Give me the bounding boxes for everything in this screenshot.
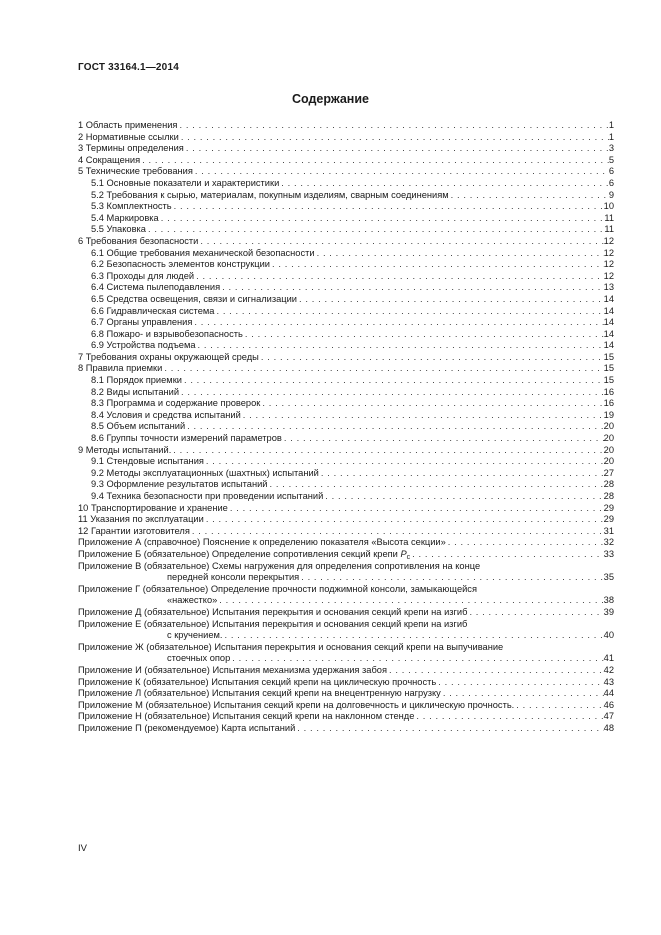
appendix-line — [78, 584, 614, 596]
toc-page-number: 14 — [603, 340, 614, 351]
toc-entry-text — [91, 375, 182, 387]
toc-entry-number: 6.6 — [91, 305, 104, 316]
appendix-line — [78, 677, 614, 689]
toc-entry[interactable] — [78, 526, 614, 538]
toc-leader-dots — [223, 630, 604, 642]
toc-entry-text — [78, 445, 171, 457]
toc-entry-number: 11 — [78, 514, 88, 525]
appendix-page-number: 32 — [603, 537, 614, 548]
appendix-title: «нажестко» — [167, 595, 218, 606]
toc-page-number: 5 — [608, 154, 614, 165]
toc-entry-number: 5.3 — [91, 201, 104, 212]
toc-page-number: 28 — [603, 479, 614, 490]
toc-entry[interactable] — [78, 456, 614, 468]
toc-entry[interactable] — [78, 201, 614, 213]
appendix-entry[interactable] — [78, 665, 614, 677]
appendix-line — [78, 537, 614, 549]
toc-entry[interactable] — [78, 479, 614, 491]
toc-page-number: 15 — [603, 363, 614, 374]
toc-entry-title: Органы управления — [106, 317, 193, 328]
toc-entry-number: 6.1 — [91, 247, 104, 258]
appendix-entry[interactable] — [78, 677, 614, 689]
toc-entry-text — [91, 248, 315, 260]
toc-entry-text — [91, 387, 179, 399]
toc-entry[interactable] — [78, 503, 614, 515]
toc-entry-text — [78, 166, 193, 178]
appendix-line — [78, 700, 614, 712]
toc-entry-number: 6.2 — [91, 259, 104, 270]
appendix-title: с кручением. — [167, 630, 223, 641]
appendix-page-number: 33 — [603, 548, 614, 559]
toc-leader-dots — [190, 526, 604, 538]
toc-entry-number: 6.4 — [91, 282, 104, 293]
toc-entry-number: 6.3 — [91, 270, 104, 281]
toc-entry-title: Термины определения — [85, 143, 184, 154]
toc-leader-dots — [441, 688, 604, 700]
toc-page-number: 10 — [603, 201, 614, 212]
toc-entry[interactable] — [78, 271, 614, 283]
toc-page-number: 1 — [608, 131, 614, 142]
toc-entry-number: 8.2 — [91, 386, 104, 397]
toc-entry-text — [91, 456, 204, 468]
toc-leader-dots — [260, 398, 603, 410]
toc-leader-dots — [259, 352, 604, 364]
toc-leader-dots — [267, 479, 603, 491]
document-code: ГОСТ 33164.1—2014 — [78, 62, 179, 73]
appendix-line — [78, 607, 614, 619]
toc-entry-title: Нормативные ссылки — [85, 131, 179, 142]
toc-entry-number: 6.9 — [91, 340, 104, 351]
toc-entry-number: 9.1 — [91, 456, 104, 467]
toc-entry-title: Техника безопасности при проведении испытаний — [106, 491, 324, 501]
toc-entry[interactable] — [78, 352, 614, 364]
toc-entry-title: Условия и средства испытаний — [106, 409, 241, 420]
toc-page-number: 15 — [603, 375, 614, 386]
toc-entry[interactable] — [78, 468, 614, 480]
toc-entry-number: 6.5 — [91, 293, 104, 304]
appendix-line — [78, 642, 614, 654]
toc-entry-text — [91, 433, 282, 445]
toc-entry-text — [78, 352, 259, 364]
toc-page-number: 27 — [603, 467, 614, 478]
appendix-line — [78, 665, 614, 677]
toc-entry-title: Оформление результатов испытаний — [106, 479, 268, 490]
appendix-entry[interactable] — [78, 711, 614, 723]
toc-entry-title: Система пылеподавления — [106, 282, 221, 293]
appendix-page-number: 38 — [603, 595, 614, 606]
toc-leader-dots — [193, 166, 609, 178]
toc-entry-title: Общие требования механической безопасности — [106, 247, 315, 258]
toc-page-number: 20 — [603, 456, 614, 467]
toc-entry-title: Основные показатели и характеристики — [106, 177, 280, 188]
toc-entry-title: Требования охраны окружающей среды — [85, 351, 259, 362]
appendix-page-number: 41 — [603, 653, 614, 664]
toc-entry[interactable] — [78, 514, 614, 526]
toc-entry-text — [78, 236, 198, 248]
toc-leader-dots — [204, 514, 604, 526]
toc-entry[interactable] — [78, 317, 614, 329]
toc-entry-text — [91, 398, 260, 410]
appendix-entry[interactable] — [78, 688, 614, 700]
toc-entry-text — [78, 132, 179, 144]
toc-page-number: 28 — [603, 491, 614, 501]
toc-leader-dots — [185, 421, 604, 433]
appendix-page-number: 35 — [603, 572, 614, 583]
toc-entry[interactable] — [78, 387, 614, 399]
toc-leader-dots — [177, 120, 608, 132]
toc-page-number: 11 — [604, 224, 614, 235]
toc-entry-title: Пожаро- и взрывобезопасность — [106, 328, 243, 339]
toc-leader-dots — [159, 213, 605, 225]
toc-entry-number: 5 — [78, 166, 84, 177]
toc-entry[interactable] — [78, 410, 614, 422]
appendix-entry[interactable] — [78, 700, 614, 712]
toc-entry-title: Методы эксплуатационных (шахтных) испытаний — [106, 467, 319, 478]
toc-entry-number: 8 — [78, 363, 84, 374]
appendix-line — [78, 711, 614, 723]
appendix-title: Приложение К (обязательное) Испытания секций крепи на циклическую прочность — [78, 676, 437, 687]
toc-entry-number: 8.6 — [91, 433, 104, 444]
toc-entry-text — [91, 329, 243, 341]
resistance-symbol-subscript: c — [406, 553, 411, 561]
toc-entry-title: Порядок приемки — [106, 375, 182, 386]
toc-page-number: 12 — [603, 247, 614, 258]
toc-leader-dots — [146, 224, 604, 236]
toc-entry[interactable] — [78, 166, 614, 178]
toc-entry-number: 7 — [78, 351, 84, 362]
toc-page-number: 11 — [604, 212, 614, 223]
appendix-title: Приложение В (обязательное) Схемы нагружения для определения сопротивления на конце — [78, 560, 481, 571]
toc-entry-title: Группы точности измерений параметров — [106, 433, 282, 444]
appendix-line — [78, 595, 614, 607]
table-of-contents — [78, 120, 614, 734]
toc-entry-title: Маркировка — [106, 212, 159, 223]
toc-page-number: 14 — [603, 317, 614, 328]
toc-leader-dots — [228, 503, 604, 515]
toc-page-number: 19 — [603, 409, 614, 420]
toc-entry-title: Область применения — [85, 120, 178, 130]
toc-entry-title: Устройства подъема — [106, 340, 196, 351]
toc-entry-text — [91, 224, 146, 236]
toc-entry-text — [91, 271, 194, 283]
appendix-title: Приложение М (обязательное) Испытания секций крепи на долговечность и циклическую прочность. — [78, 699, 515, 710]
toc-entry-text — [91, 306, 214, 318]
toc-entry-number: 8.4 — [91, 409, 104, 420]
toc-entry-title: Гидравлическая система — [106, 305, 215, 316]
appendix-title: Приложение И (обязательное) Испытания механизма удержания забоя — [78, 664, 387, 675]
toc-page-number: 12 — [603, 259, 614, 270]
appendix-line — [78, 549, 614, 561]
toc-page-number: 20 — [603, 444, 614, 455]
appendix-entry[interactable] — [78, 619, 614, 642]
toc-leader-dots — [172, 201, 604, 213]
toc-page-number: 12 — [603, 270, 614, 281]
toc-entry-text — [91, 259, 270, 271]
toc-entry[interactable] — [78, 306, 614, 318]
toc-leader-dots — [192, 317, 603, 329]
toc-leader-dots — [323, 491, 603, 503]
toc-leader-dots — [241, 410, 604, 422]
toc-leader-dots — [295, 723, 603, 735]
toc-entry-number: 2 — [78, 131, 84, 142]
toc-leader-dots — [198, 236, 603, 248]
toc-leader-dots — [194, 271, 604, 283]
toc-entry[interactable] — [78, 398, 614, 410]
toc-page-number: 16 — [603, 386, 614, 397]
appendix-entry[interactable] — [78, 723, 614, 735]
toc-entry-number: 6 — [78, 235, 84, 246]
toc-entry-number: 8.3 — [91, 398, 104, 409]
toc-entry-text — [78, 155, 140, 167]
appendix-title: Приложение Ж (обязательное) Испытания перекрытия и основания секций крепи на выпучивание — [78, 641, 504, 652]
appendix-line — [78, 572, 614, 584]
page-number: IV — [78, 843, 87, 854]
toc-entry-text — [91, 410, 241, 422]
toc-page-number: 16 — [603, 398, 614, 409]
toc-entry-text — [91, 201, 172, 213]
toc-entry-text — [78, 363, 162, 375]
toc-leader-dots — [204, 456, 604, 468]
toc-leader-dots — [171, 445, 603, 457]
toc-entry-text — [78, 514, 204, 526]
toc-entry[interactable] — [78, 375, 614, 387]
toc-entry-text — [78, 120, 177, 132]
toc-entry[interactable] — [78, 340, 614, 352]
toc-leader-dots — [282, 433, 604, 445]
toc-entry-text — [91, 491, 323, 503]
appendix-line — [78, 619, 614, 631]
toc-entry-text — [91, 213, 159, 225]
toc-entry-title: Средства освещения, связи и сигнализации — [106, 293, 297, 304]
toc-entry-number: 12 — [78, 525, 89, 536]
toc-entry-title: Стендовые испытания — [106, 456, 204, 467]
toc-entry[interactable] — [78, 248, 614, 260]
toc-entry-title: Виды испытаний — [106, 386, 180, 397]
toc-entry[interactable] — [78, 236, 614, 248]
toc-entry-title: Указания по эксплуатации — [90, 514, 204, 525]
appendix-entry[interactable] — [78, 537, 614, 549]
toc-entry-title: Методы испытаний. — [85, 444, 172, 455]
toc-entry-number: 5.2 — [91, 189, 104, 200]
toc-leader-dots — [243, 329, 604, 341]
appendix-title: Приложение Е (обязательное) Испытания перекрытия и основания секций крепи на изгиб — [78, 618, 468, 629]
toc-entry[interactable] — [78, 132, 614, 144]
appendix-entry[interactable] — [78, 561, 614, 584]
toc-page-number: 13 — [603, 282, 614, 293]
appendix-title: стоечных опор — [167, 653, 231, 664]
appendix-title: Приложение А (справочное) Пояснение к определению показателя «Высота секции» — [78, 537, 446, 548]
toc-entry-number: 1 — [78, 120, 84, 130]
appendix-title: Приложение Н (обязательное) Испытания секций крепи на наклонном стенде — [78, 711, 415, 722]
toc-leader-dots — [319, 468, 604, 480]
toc-page-number: 6 — [608, 177, 614, 188]
toc-entry[interactable] — [78, 143, 614, 155]
toc-leader-dots — [140, 155, 609, 167]
toc-page-number: 9 — [608, 189, 614, 200]
toc-entry-text — [78, 143, 184, 155]
toc-leader-dots — [315, 248, 604, 260]
toc-entry-text — [91, 282, 220, 294]
appendix-line — [78, 723, 614, 735]
toc-entry-number: 3 — [78, 143, 84, 154]
toc-entry-text — [91, 479, 267, 491]
toc-entry[interactable] — [78, 224, 614, 236]
toc-entry-title: Комплектность — [106, 201, 172, 212]
toc-entry-number: 9 — [78, 444, 84, 455]
toc-entry-text — [91, 421, 185, 433]
toc-entry-text — [78, 526, 190, 538]
toc-entry-title: Требования к сырью, материалам, покупным изделиям, сварным соединениям — [106, 189, 449, 200]
appendix-line — [78, 653, 614, 665]
toc-leader-dots — [220, 282, 604, 294]
toc-entry-number: 5.5 — [91, 224, 104, 235]
toc-leader-dots — [179, 387, 604, 399]
toc-leader-dots — [414, 711, 603, 723]
toc-entry-number: 9.4 — [91, 491, 104, 501]
toc-page-number: 29 — [603, 502, 614, 513]
toc-leader-dots — [436, 677, 603, 689]
toc-page-number: 31 — [603, 525, 614, 536]
toc-leader-dots — [299, 572, 603, 584]
toc-entry[interactable] — [78, 178, 614, 190]
toc-page-number: 14 — [603, 305, 614, 316]
toc-entry-text — [91, 468, 319, 480]
toc-entry[interactable] — [78, 120, 614, 132]
toc-entry-title: Упаковка — [106, 224, 146, 235]
toc-entry-text — [78, 503, 228, 515]
toc-entry-number: 4 — [78, 154, 84, 165]
toc-entry-number: 5.4 — [91, 212, 104, 223]
toc-entry-text — [91, 294, 297, 306]
appendix-page-number: 40 — [603, 630, 614, 641]
toc-entry[interactable] — [78, 190, 614, 202]
appendix-title: Приложение Б (обязательное) Определение сопротивления секций крепи $P_c$ — [78, 548, 411, 561]
toc-entry-title: Транспортирование и хранение — [90, 502, 228, 513]
toc-entry[interactable] — [78, 421, 614, 433]
appendix-page-number: 48 — [603, 722, 614, 733]
appendix-entry[interactable] — [78, 642, 614, 665]
toc-leader-dots — [179, 132, 609, 144]
toc-leader-dots — [514, 700, 603, 712]
toc-entry[interactable] — [78, 282, 614, 294]
toc-leader-dots — [279, 178, 609, 190]
toc-entry-number: 5.1 — [91, 177, 104, 188]
toc-leader-dots — [196, 340, 604, 352]
appendix-page-number: 39 — [603, 606, 614, 617]
toc-page-number: 15 — [603, 351, 614, 362]
appendix-title: Приложение Д (обязательное) Испытания перекрытия и основания секций крепи на изгиб — [78, 606, 468, 617]
toc-entry-number: 9.2 — [91, 467, 104, 478]
toc-leader-dots — [182, 375, 604, 387]
toc-entry-title: Проходы для людей — [106, 270, 195, 281]
toc-page-number: 29 — [603, 514, 614, 525]
toc-page-number: 20 — [603, 433, 614, 444]
toc-entry[interactable] — [78, 329, 614, 341]
toc-entry-number: 6.7 — [91, 317, 104, 328]
toc-leader-dots — [230, 653, 603, 665]
toc-entry-text — [91, 178, 279, 190]
toc-entry-number: 8.5 — [91, 421, 104, 432]
appendix-page-number: 47 — [603, 711, 614, 722]
toc-entry[interactable] — [78, 294, 614, 306]
toc-entry-title: Правила приемки — [85, 363, 163, 374]
appendix-page-number: 46 — [603, 699, 614, 710]
appendix-entry[interactable] — [78, 584, 614, 607]
toc-entry-title: Требования безопасности — [85, 235, 199, 246]
toc-leader-dots — [214, 306, 603, 318]
toc-page-number: 3 — [608, 143, 614, 154]
page-title: Содержание — [291, 92, 369, 106]
appendix-page-number: 43 — [603, 676, 614, 687]
toc-leader-dots — [217, 595, 603, 607]
toc-entry[interactable] — [78, 491, 614, 503]
toc-entry[interactable] — [78, 155, 614, 167]
toc-entry[interactable] — [78, 259, 614, 271]
toc-leader-dots — [387, 665, 604, 677]
appendix-title: Приложение Л (обязательное) Испытания секций крепи на внецентренную нагрузку — [78, 688, 441, 699]
toc-entry[interactable] — [78, 213, 614, 225]
toc-entry[interactable] — [78, 445, 614, 457]
appendix-title: Приложение Г (обязательное) Определение прочности поджимной консоли, замыкающейся — [78, 583, 477, 594]
toc-page-number: 12 — [603, 235, 614, 246]
appendix-line — [78, 561, 614, 573]
appendix-page-number: 42 — [603, 664, 614, 675]
appendix-entry[interactable] — [78, 549, 614, 561]
toc-page-number: 14 — [603, 328, 614, 339]
toc-entry[interactable] — [78, 363, 614, 375]
toc-leader-dots — [162, 363, 603, 375]
toc-page-number: 20 — [603, 421, 614, 432]
toc-page-number: 1 — [608, 120, 614, 130]
toc-leader-dots — [410, 549, 603, 561]
toc-entry-number: 9.3 — [91, 479, 104, 490]
toc-entry[interactable] — [78, 433, 614, 445]
toc-entry-text — [91, 317, 192, 329]
toc-entry-text — [91, 190, 449, 202]
toc-entry-number: 10 — [78, 502, 89, 513]
appendix-title: Приложение П (рекомендуемое) Карта испытаний — [78, 722, 296, 733]
toc-entry-title: Программа и содержание проверок — [106, 398, 261, 409]
toc-leader-dots — [449, 190, 609, 202]
appendix-entry[interactable] — [78, 607, 614, 619]
appendix-line — [78, 688, 614, 700]
toc-leader-dots — [446, 537, 604, 549]
toc-entry-title: Технические требования — [85, 166, 193, 177]
toc-entry-title: Сокращения — [85, 154, 141, 165]
toc-leader-dots — [184, 143, 609, 155]
appendix-page-number: 44 — [603, 688, 614, 699]
toc-entry-title: Объем испытаний — [106, 421, 186, 432]
toc-page-number: 6 — [608, 166, 614, 177]
appendix-line — [78, 630, 614, 642]
toc-entry-number: 6.8 — [91, 328, 104, 339]
toc-leader-dots — [467, 607, 603, 619]
toc-entry-title: Гарантии изготовителя — [90, 525, 190, 536]
toc-entry-text — [91, 340, 196, 352]
toc-leader-dots — [270, 259, 604, 271]
toc-entry-title: Безопасность элементов конструкции — [106, 259, 270, 270]
resistance-symbol: P — [400, 548, 407, 559]
toc-page-number: 14 — [603, 293, 614, 304]
appendix-title: передней консоли перекрытия — [167, 572, 300, 583]
toc-leader-dots — [297, 294, 604, 306]
toc-entry-number: 8.1 — [91, 375, 104, 386]
